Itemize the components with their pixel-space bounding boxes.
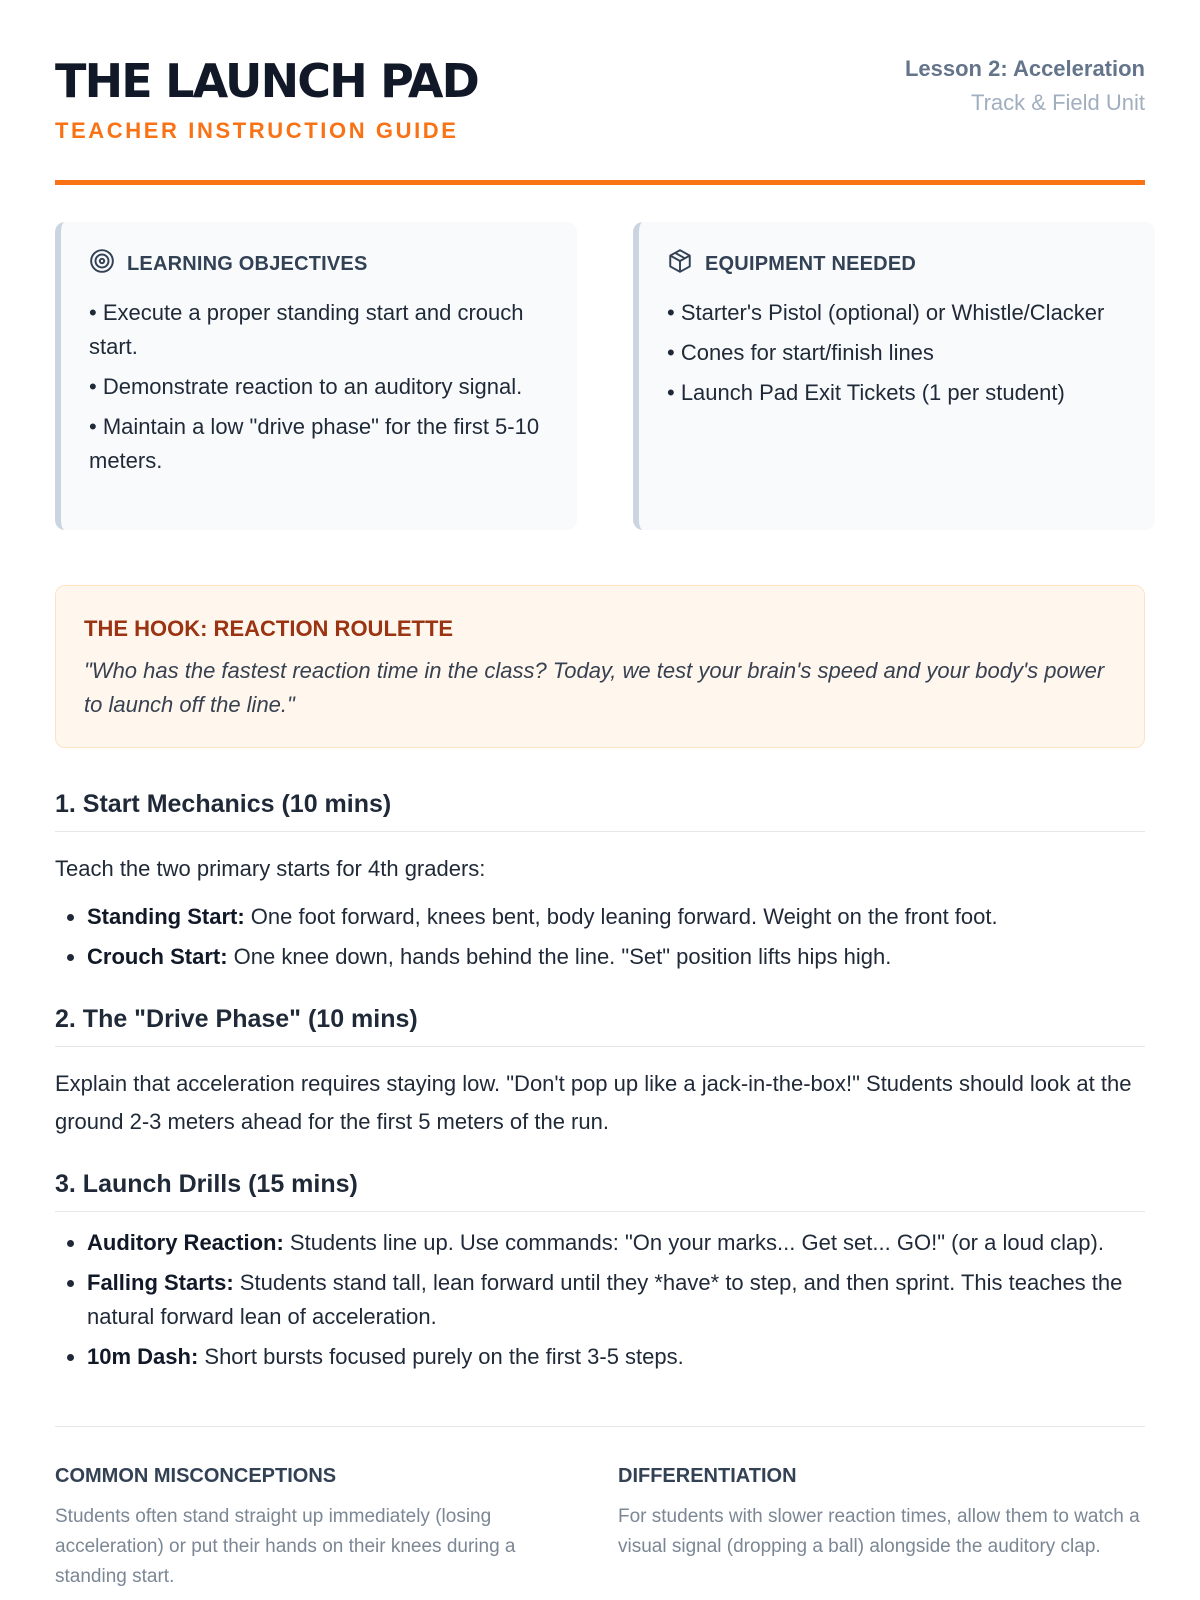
section-intro: Explain that acceleration requires staying low. "Don't pop up like a jack-in-the-box!" Students should look at the ground 2-3 meters ahead for the first 5 meters of the run. — [55, 1071, 1132, 1134]
differentiation-panel — [618, 1465, 1143, 1562]
objectives-card — [55, 222, 577, 530]
section-list — [55, 900, 1145, 974]
list-item: • Execute a proper standing start and crouch start. — [89, 300, 524, 359]
equipment-list — [667, 296, 1129, 410]
list-item — [87, 1340, 1145, 1374]
list-item — [87, 900, 1145, 934]
misconceptions-title: COMMON MISCONCEPTIONS — [55, 1465, 337, 1487]
item-label: Standing Start: — [87, 904, 245, 929]
package-icon — [667, 248, 693, 280]
section-intro: Teach the two primary starts for 4th graders: — [55, 856, 486, 881]
item-text: Students line up. Use commands: "On your marks... Get set... GO!" (or a loud clap). — [283, 1230, 1104, 1255]
section-launch-drills — [55, 1170, 1145, 1380]
hook-title: THE HOOK: REACTION ROULETTE — [84, 616, 454, 641]
objectives-heading — [89, 248, 551, 280]
hook-box — [55, 585, 1145, 748]
differentiation-title: DIFFERENTIATION — [618, 1465, 797, 1487]
misconceptions-text: Students often stand straight up immediately (losing acceleration) or put their hands on their knees during a standing start. — [55, 1506, 516, 1587]
page-title: THE LAUNCH PAD — [55, 54, 479, 108]
item-label: Crouch Start: — [87, 944, 228, 969]
lesson-info — [905, 56, 1145, 116]
section-title: 1. Start Mechanics (10 mins) — [55, 790, 1145, 832]
section-start-mechanics — [55, 790, 1145, 980]
page-header — [55, 0, 1145, 185]
divider — [55, 1426, 1145, 1427]
differentiation-text: For students with slower reaction times, allow them to watch a visual signal (dropping a ball) alongside the auditory clap. — [618, 1506, 1140, 1557]
section-drive-phase — [55, 1005, 1145, 1141]
section-list — [55, 1226, 1145, 1374]
section-title: 2. The "Drive Phase" (10 mins) — [55, 1005, 1145, 1047]
list-item — [87, 1266, 1145, 1334]
item-label: 10m Dash: — [87, 1344, 199, 1369]
item-label: Auditory Reaction: — [87, 1230, 284, 1255]
list-item: • Maintain a low "drive phase" for the first 5-10 meters. — [89, 414, 540, 473]
hook-quote: "Who has the fastest reaction time in the class? Today, we test your brain's speed and your body's power to launch off the line." — [84, 658, 1105, 717]
equipment-heading-label: EQUIPMENT NEEDED — [705, 252, 917, 275]
list-item — [87, 940, 1145, 974]
info-cards — [55, 222, 1145, 530]
list-item — [87, 1226, 1145, 1260]
objectives-heading-label: LEARNING OBJECTIVES — [127, 252, 368, 275]
list-item: • Launch Pad Exit Tickets (1 per student) — [667, 380, 1065, 405]
list-item: • Demonstrate reaction to an auditory signal. — [89, 374, 523, 399]
item-text: One foot forward, knees bent, body leaning forward. Weight on the front foot. — [244, 904, 998, 929]
target-icon — [89, 248, 115, 280]
section-title: 3. Launch Drills (15 mins) — [55, 1170, 1145, 1212]
list-item: • Cones for start/finish lines — [667, 340, 934, 365]
item-text: Short bursts focused purely on the first 3-5 steps. — [198, 1344, 684, 1369]
lesson-unit: Track & Field Unit — [970, 90, 1145, 115]
list-item: • Starter's Pistol (optional) or Whistle/Clacker — [667, 300, 1105, 325]
item-text: Students stand tall, lean forward until they *have* to step, and then sprint. This teaches the natural forward lean of acceleration. — [87, 1270, 1123, 1329]
equipment-heading — [667, 248, 1129, 280]
lesson-title: Lesson 2: Acceleration — [904, 56, 1145, 81]
equipment-card — [633, 222, 1155, 530]
misconceptions-panel — [55, 1465, 580, 1592]
page-subtitle: TEACHER INSTRUCTION GUIDE — [55, 118, 459, 143]
item-label: Falling Starts: — [87, 1270, 234, 1295]
item-text: One knee down, hands behind the line. "Set" position lifts hips high. — [227, 944, 892, 969]
objectives-list — [89, 296, 551, 478]
